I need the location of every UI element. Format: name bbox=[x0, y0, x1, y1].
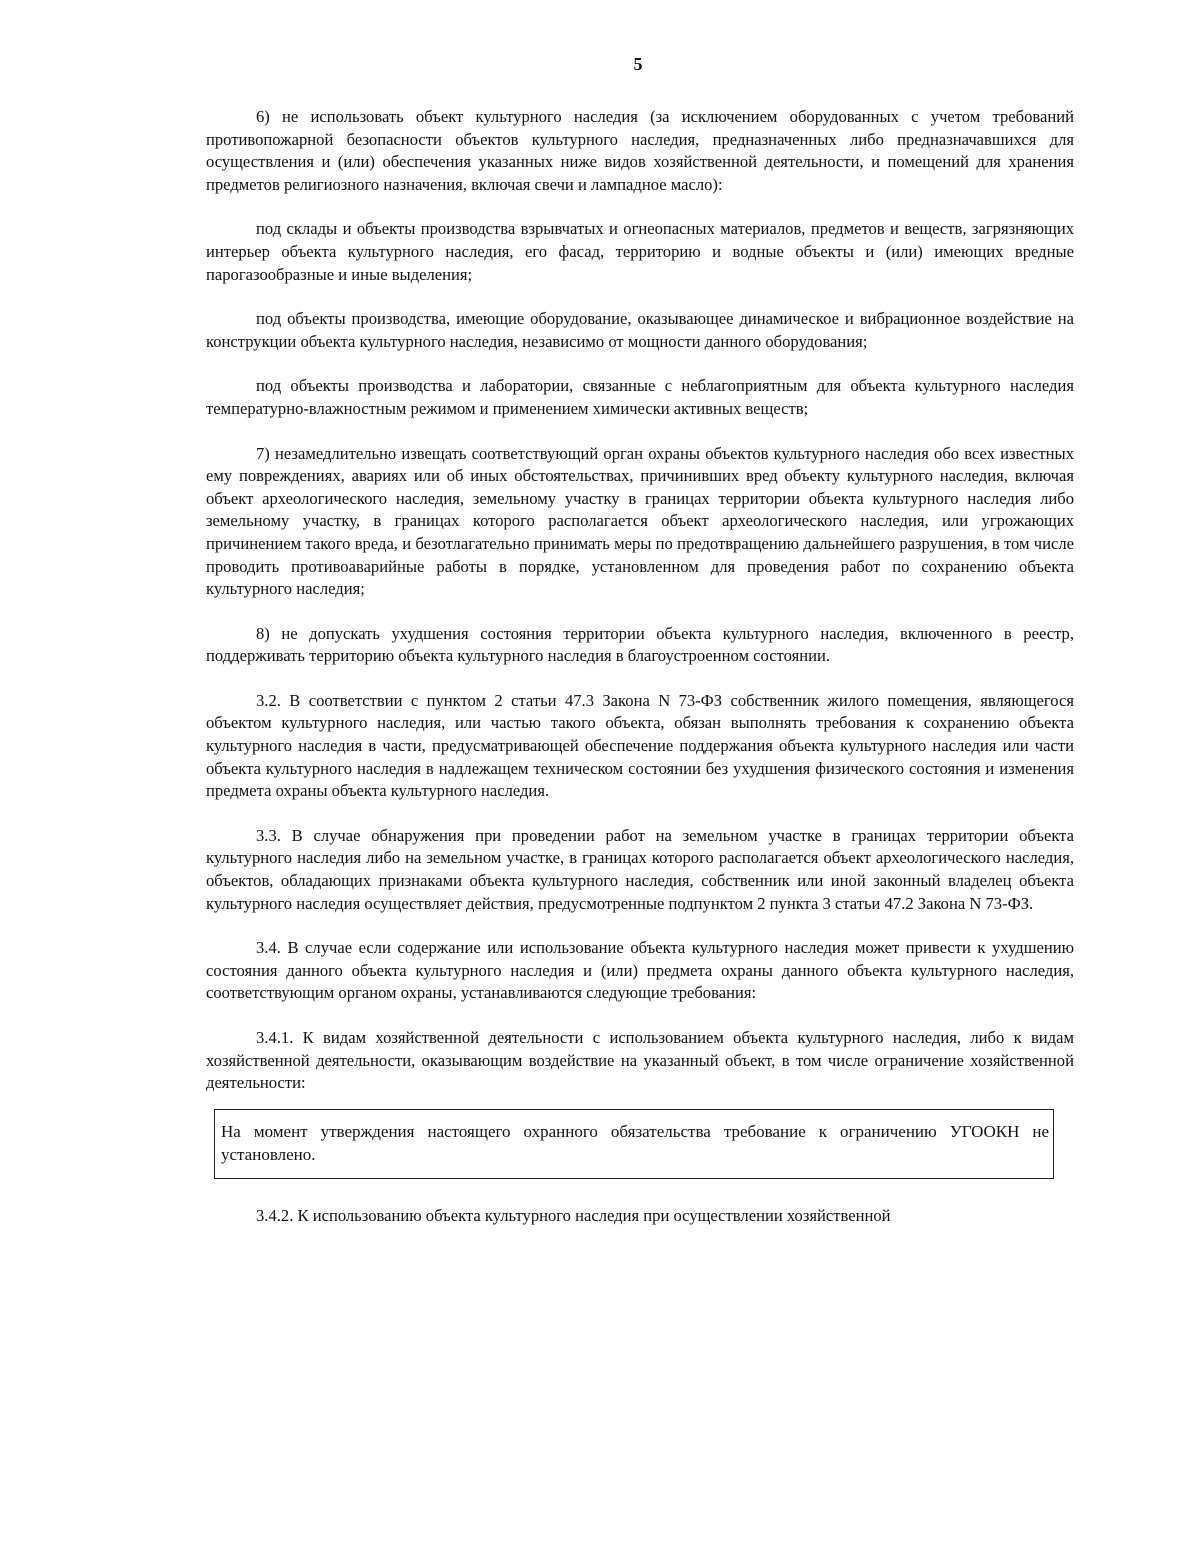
paragraph-item-6: 6) не использовать объект культурного наследия (за исключением оборудованных с учетом требований противопожарной безопасности объектов культурного наследия, предназначенных либо предназначавшихся для осуществления и (или) обеспечения указанных ниже видов хозяйственной деятельности, и помещений для хранения предметов религиозного назначения, включая свечи и лампадное масло): bbox=[206, 107, 1074, 194]
boxed-note: На момент утверждения настоящего охранного обязательства требование к ограничению УГООКН не установлено. bbox=[214, 1109, 1054, 1179]
paragraph-section-3-2: 3.2. В соответствии с пунктом 2 статьи 47.3 Закона N 73-ФЗ собственник жилого помещения, являющегося объектом культурного наследия, или частью такого объекта, обязан выполнять требования к сохранению объекта культурного наследия в части, предусматривающей обеспечение поддержания объекта культурного наследия или части объекта культурного наследия в надлежащем техническом состоянии без ухудшения физического состояния и изменения предмета охраны объекта культурного наследия. bbox=[206, 690, 1074, 801]
paragraph-section-3-3: 3.3. В случае обнаружения при проведении работ на земельном участке в границах территории объекта культурного наследия либо на земельном участке, в границах которого располагается объект археологического наследия, объектов, обладающих признаками объекта культурного наследия, собственник или иной законный владелец объекта культурного наследия осуществляет действия, предусмотренные подпунктом 2 пункта 3 статьи 47.2 Закона N 73-ФЗ. bbox=[206, 825, 1074, 913]
paragraph-section-3-4-1: 3.4.1. К видам хозяйственной деятельности с использованием объекта культурного наследия, либо к видам хозяйственной деятельности, оказывающим воздействие на указанный объект, в том числе ограничение хозяйственной деятельности: bbox=[206, 1028, 1074, 1093]
paragraph-section-3-4: 3.4. В случае если содержание или использование объекта культурного наследия может привести к ухудшению состояния данного объекта культурного наследия и (или) предмета охраны данного объекта культурного наследия, соответствующим органом охраны, устанавливаются следующие требования: bbox=[206, 938, 1074, 1003]
paragraph-section-3-4-2: 3.4.2. К использованию объекта культурного наследия при осуществлении хозяйственной bbox=[256, 1205, 891, 1225]
page-number: 5 bbox=[633, 54, 643, 74]
paragraph-laboratories: под объекты производства и лаборатории, связанные с неблагоприятным для объекта культурного наследия температурно-влажностным режимом и применением химически активных веществ; bbox=[206, 376, 1074, 418]
paragraph-warehouses: под склады и объекты производства взрывчатых и огнеопасных материалов, предметов и веществ, загрязняющих интерьер объекта культурного наследия, его фасад, территорию и водные объекты и (или) имеющих вредные парогазообразные и иные выделения; bbox=[206, 219, 1074, 284]
paragraph-production-equipment: под объекты производства, имеющие оборудование, оказывающее динамическое и вибрационное воздействие на конструкции объекта культурного наследия, независимо от мощности данного оборудования; bbox=[206, 309, 1074, 351]
document-body bbox=[206, 106, 1074, 1227]
paragraph-item-7: 7) незамедлительно извещать соответствующий орган охраны объектов культурного наследия обо всех известных ему повреждениях, авариях или об иных обстоятельствах, причинивших вред объекту культурного наследия, включая объект археологического наследия, земельному участку в границах территории объекта культурного наследия либо земельному участку, в границах которого располагается объект археологического наследия, или угрожающих причинением такого вреда, и безотлагательно принимать меры по предотвращению дальнейшего разрушения, в том числе проводить противоаварийные работы в порядке, установленном для проведения работ по сохранению объекта культурного наследия; bbox=[206, 443, 1074, 599]
paragraph-item-8: 8) не допускать ухудшения состояния территории объекта культурного наследия, включенного в реестр, поддерживать территорию объекта культурного наследия в благоустроенном состоянии. bbox=[206, 623, 1074, 666]
